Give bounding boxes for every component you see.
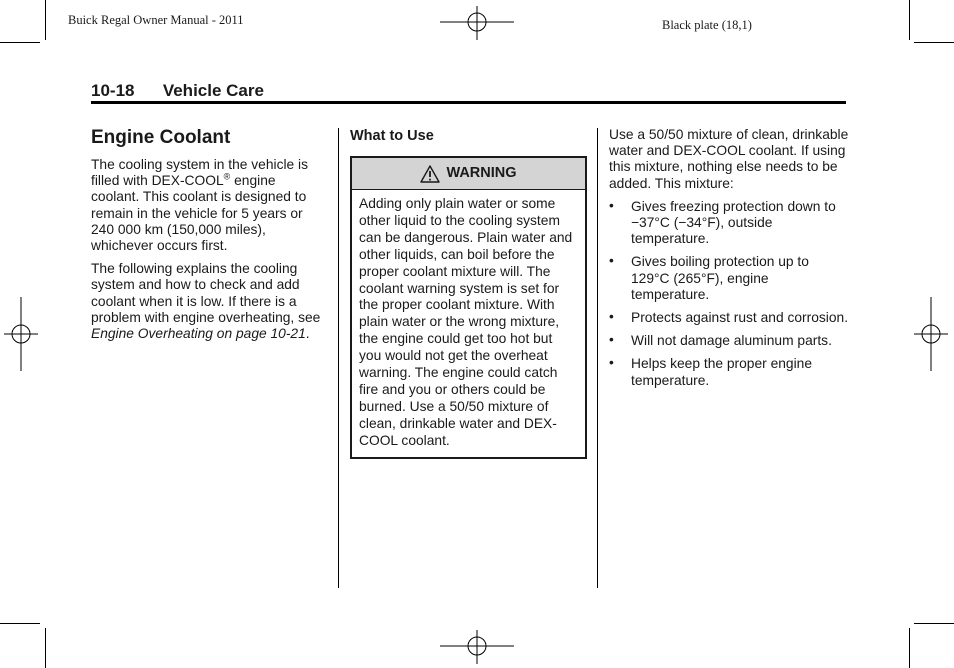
registration-mark-top-icon [440,6,514,40]
crop-mark-bottom-right-h [914,623,954,624]
manual-title: Buick Regal Owner Manual - 2011 [68,13,244,27]
crop-mark-bottom-left-h [0,623,40,624]
bullet: • [609,197,614,213]
what-to-use-column [350,127,587,459]
registration-mark-left-icon [4,297,38,371]
header-rule [91,101,846,104]
crop-mark-top-right-v [909,0,910,40]
warning-header [352,158,585,190]
plate-label: Black plate (18,1) [662,18,752,32]
list-item-text: Gives freezing protection down to −37°C (−34°F), outside temperature. [631,198,836,247]
crop-mark-top-left-v [45,0,46,40]
mixture-intro: Use a 50/50 mixture of clean, drinkable water and DEX-COOL coolant. If using this mixture, nothing else needs to be added. This mixture: [609,127,849,191]
cooling-system-text: The following explains the cooling system and how to check and add coolant when it is low. If there is a problem with engine overheating, see [91,261,321,325]
list-item-text: Protects against rust and corrosion. [631,310,849,326]
cooling-system-text-end: . [305,326,310,342]
coolant-intro-text: The cooling system in the vehicle is filled with DEX-COOL [91,157,309,189]
warning-body: Adding only plain water or some other liquid to the cooling system can be dangerous. Plain water and other liquids, can boil before the proper coolant mixture will. The coolant warning system is set for the proper coolant mixture. With plain water or the wrong mixture, the engine could get too hot but you would not get the overheat warning. The engine could catch fire and you or others could be burned. Use a 50/50 mixture of clean, drinkable water and DEX-COOL coolant. [359,196,573,448]
list-item-text: Gives boiling protection up to 129°C (265°F), engine temperature. [631,254,809,302]
list-item [609,333,849,349]
cooling-system-paragraph [91,261,327,342]
list-item [609,356,849,388]
warning-box [350,156,587,459]
engine-overheating-link[interactable]: Engine Overheating on page 10-21 [91,326,306,342]
bullet: • [609,253,614,269]
crop-mark-top-right-h [914,42,954,43]
what-to-use-heading: What to Use [350,128,434,144]
list-item-text: Will not damage aluminum parts. [631,333,832,349]
list-item [609,254,849,303]
mixture-benefits-list [609,199,849,389]
section-title: Vehicle Care [162,81,264,100]
registration-mark-right-icon [914,297,948,371]
warning-title: WARNING [446,165,517,182]
coolant-intro-paragraph [91,157,327,254]
bullet: • [609,332,614,348]
section-header [91,81,264,101]
engine-coolant-column [91,126,327,349]
engine-coolant-heading: Engine Coolant [91,127,231,148]
crop-mark-top-left-h [0,42,40,43]
bullet: • [609,309,614,325]
list-item [609,310,849,326]
list-item-text: Helps keep the proper engine temperature. [631,356,813,388]
bullet: • [609,355,614,371]
registration-mark-bottom-icon [440,630,514,664]
mixture-column [609,127,849,396]
warning-icon [420,165,440,183]
crop-mark-bottom-left-v [45,628,46,668]
crop-mark-bottom-right-v [909,628,910,668]
list-item [609,199,849,248]
column-divider-1 [338,128,339,588]
registered-mark: ® [223,171,231,182]
column-divider-2 [597,128,598,588]
page-number: 10-18 [91,81,135,100]
coolant-intro-text-end: engine coolant. This coolant is designed to remain in the vehicle for 5 years or 240 000 km (150,000 miles), whichever occurs first. [91,173,307,254]
